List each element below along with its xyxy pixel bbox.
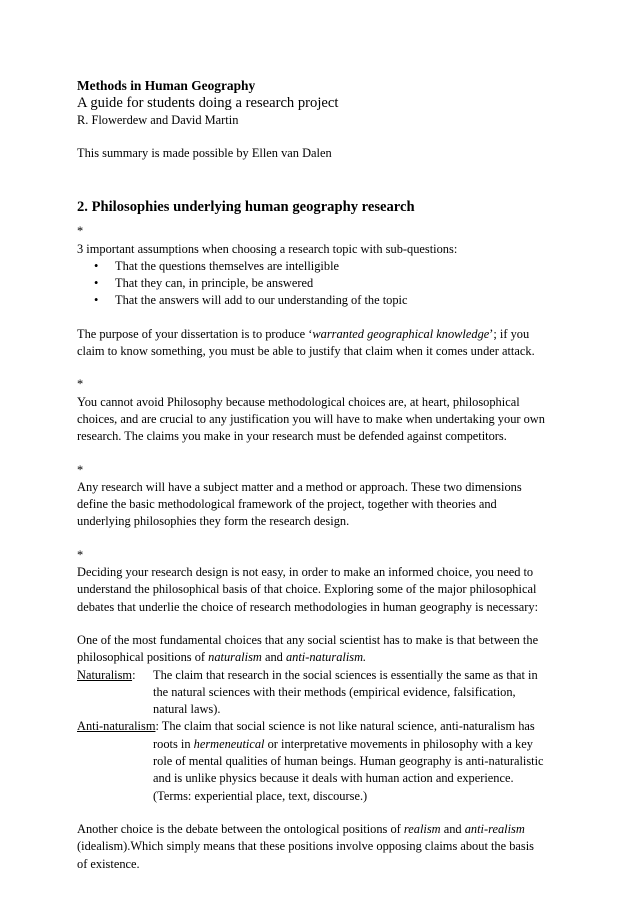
- definition-term: Anti-naturalism: [77, 719, 156, 734]
- paragraph-line: natural laws).: [153, 702, 221, 717]
- emphasis-text: realism: [403, 821, 441, 836]
- paragraph-line: claim to know something, you must be able to justify that claim when it comes under attack.: [77, 344, 535, 359]
- text-run: and: [440, 821, 465, 836]
- purpose-paragraph: [77, 326, 567, 361]
- list-item-text: That they can, in principle, be answered: [115, 276, 314, 291]
- emphasis-text: anti-realism: [464, 821, 525, 836]
- list-item: [77, 275, 567, 292]
- block-star: *: [77, 547, 84, 562]
- anti-naturalism-definition: [77, 718, 567, 804]
- bullet-icon: •: [94, 258, 99, 273]
- realism-paragraph: [77, 821, 567, 873]
- block-star: *: [77, 224, 84, 239]
- naturalism-section: [77, 632, 567, 805]
- paragraph-line: role of mental qualities of human beings. Human geography is anti-naturalistic: [153, 754, 544, 769]
- text-run: Another choice is the debate between the ontological positions of: [77, 821, 404, 836]
- paragraph-line: understand the philosophical basis of that choice. Exploring some of the major philosophical: [77, 582, 537, 597]
- assumptions-block: [77, 223, 567, 309]
- text-run: or interpretative movements in philosophy with a key: [264, 736, 533, 751]
- deciding-design-paragraph: [77, 547, 567, 616]
- paragraph-line: Any research will have a subject matter and a method or approach. These two dimensions: [77, 479, 522, 494]
- summary-credit: This summary is made possible by Ellen van Dalen: [77, 146, 332, 160]
- list-item: [77, 258, 567, 275]
- philosophy-paragraph: [77, 376, 567, 445]
- text-run: and: [261, 650, 286, 665]
- text-run: :: [132, 667, 136, 682]
- paragraph-line: research. The claims you make in your research must be defended against competitors.: [77, 429, 507, 444]
- paragraph-line: (idealism).Which simply means that these positions involve opposing claims about the basis: [77, 839, 535, 854]
- emphasis-text: naturalism: [208, 650, 262, 665]
- paragraph-line: choices, and are crucial to any justification you will have to make when undertaking your own: [77, 411, 545, 426]
- list-item: [77, 292, 567, 309]
- list-item-text: That the answers will add to our understanding of the topic: [115, 293, 408, 308]
- paragraph-line: The claim that research in the social sciences is essentially the same as that in: [153, 667, 538, 682]
- block-star: *: [77, 462, 84, 477]
- section-heading: 2. Philosophies underlying human geography research: [77, 199, 415, 216]
- definition-body: [153, 667, 567, 719]
- paragraph-line: (Terms: experiential place, text, discourse.): [153, 788, 368, 803]
- block-star: *: [77, 377, 84, 392]
- paragraph-line: define the basic methodological framework of the project, together with theories and: [77, 497, 497, 512]
- paragraph-line: debates that underlie the choice of research methodologies in human geography is necessary:: [77, 599, 539, 614]
- bullet-icon: •: [94, 276, 99, 291]
- paragraph-line: One of the most fundamental choices that any social scientist has to make is that between the: [77, 632, 539, 647]
- paragraph-line: of existence.: [77, 856, 140, 871]
- paragraph-line: [77, 326, 567, 343]
- emphasis-text: anti-naturalism.: [285, 650, 367, 665]
- text-run: : The claim that social science is not like natural science, anti-naturalism has: [155, 719, 535, 734]
- document-title: Methods in Human Geography: [77, 78, 256, 93]
- paragraph-line: underlying philosophies they form the research design.: [77, 514, 350, 529]
- assumptions-list: [77, 258, 567, 310]
- bullet-icon: •: [94, 293, 99, 308]
- paragraph-line: and is unlike physics because it deals with human action and experience.: [153, 771, 514, 786]
- definition-term-cell: [77, 667, 153, 719]
- document-subtitle: A guide for students doing a research project: [77, 95, 339, 111]
- paragraph-line: Deciding your research design is not easy, in order to make an informed choice, you need to: [77, 565, 534, 580]
- document-page: [77, 77, 567, 873]
- research-design-paragraph: [77, 462, 567, 531]
- paragraph-line: You cannot avoid Philosophy because methodological choices are, at heart, philosophical: [77, 394, 520, 409]
- paragraph-line: [77, 821, 567, 838]
- text-run: roots in: [153, 736, 194, 751]
- paragraph-line: the natural sciences with their methods (empirical evidence, falsification,: [153, 684, 516, 699]
- text-run: ’; if you: [489, 326, 530, 341]
- emphasis-text: hermeneutical: [193, 736, 265, 751]
- naturalism-definition: [77, 667, 567, 719]
- emphasis-text: warranted geographical knowledge: [312, 326, 490, 341]
- paragraph-line: [77, 718, 567, 735]
- list-item-text: That the questions themselves are intelligible: [115, 258, 340, 273]
- definition-term: Naturalism: [77, 667, 133, 682]
- text-run: The purpose of your dissertation is to produce ‘: [77, 326, 313, 341]
- assumptions-intro: 3 important assumptions when choosing a research topic with sub-questions:: [77, 241, 458, 256]
- paragraph-line: [77, 736, 567, 753]
- paragraph-line: [77, 649, 567, 666]
- document-authors: R. Flowerdew and David Martin: [77, 113, 239, 127]
- text-run: philosophical positions of: [77, 650, 209, 665]
